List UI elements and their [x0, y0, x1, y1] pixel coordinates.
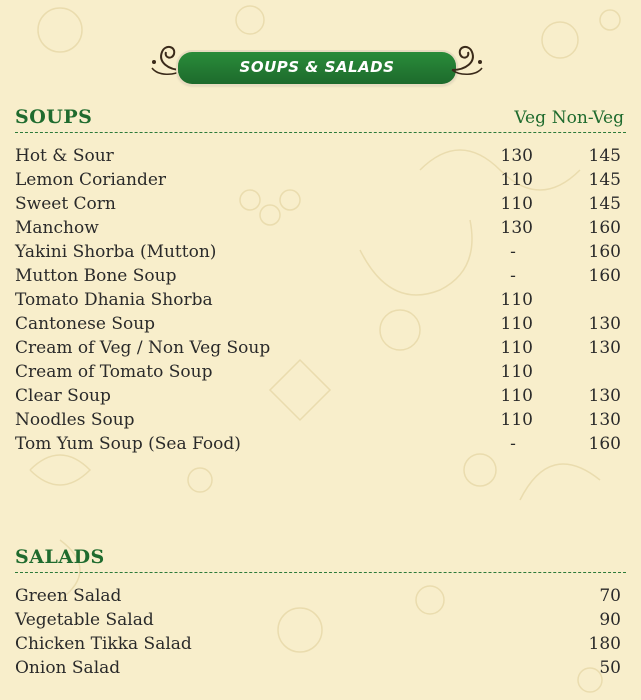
menu-row: [15, 408, 621, 432]
menu-row: [15, 384, 621, 408]
nonveg-price: 160: [588, 434, 621, 454]
menu-row: [15, 288, 621, 312]
nonveg-price: 130: [588, 410, 621, 430]
item-name: Cantonese Soup: [15, 314, 156, 334]
item-name: Tom Yum Soup (Sea Food): [15, 434, 241, 454]
veg-price: 110: [500, 386, 533, 406]
veg-price: -: [510, 434, 516, 454]
nonveg-price: 130: [588, 314, 621, 334]
veg-column-header: Veg: [514, 108, 546, 128]
veg-price: 110: [500, 290, 533, 310]
veg-price: 110: [500, 338, 533, 358]
menu-row: [15, 336, 621, 360]
menu-row: [15, 264, 621, 288]
veg-price: 130: [500, 218, 533, 238]
nonveg-price: 145: [588, 194, 621, 214]
veg-price: 110: [500, 170, 533, 190]
flourish-right-icon: [450, 40, 486, 80]
page-title: SOUPS & SALADS: [239, 58, 395, 76]
item-name: Chicken Tikka Salad: [15, 634, 192, 654]
menu-row: [15, 216, 621, 240]
menu-row: [15, 608, 621, 632]
nonveg-price: 130: [588, 386, 621, 406]
item-name: Onion Salad: [15, 658, 121, 678]
veg-price: -: [510, 242, 516, 262]
item-name: Cream of Veg / Non Veg Soup: [15, 338, 271, 358]
menu-row: [15, 584, 621, 608]
item-name: Manchow: [15, 218, 99, 238]
item-name: Cream of Tomato Soup: [15, 362, 213, 382]
menu-row: [15, 360, 621, 384]
salads-header: [15, 546, 626, 573]
menu-row: [15, 656, 621, 680]
nonveg-price: 130: [588, 338, 621, 358]
item-name: Sweet Corn: [15, 194, 116, 214]
item-name: Lemon Coriander: [15, 170, 167, 190]
item-name: Yakini Shorba (Mutton): [15, 242, 217, 262]
veg-price: 110: [500, 194, 533, 214]
item-name: Clear Soup: [15, 386, 111, 406]
menu-row: [15, 312, 621, 336]
item-name: Noodles Soup: [15, 410, 135, 430]
menu-row: [15, 432, 621, 456]
nonveg-price: 145: [588, 146, 621, 166]
soups-header: [15, 106, 626, 133]
nonveg-price: 160: [588, 242, 621, 262]
veg-price: 130: [500, 146, 533, 166]
salads-list: [15, 584, 621, 680]
nonveg-price: 145: [588, 170, 621, 190]
item-name: Tomato Dhania Shorba: [15, 290, 213, 310]
veg-price: -: [510, 266, 516, 286]
soups-heading: SOUPS: [15, 106, 93, 128]
item-name: Green Salad: [15, 586, 122, 606]
soups-list: [15, 144, 621, 456]
item-price: 90: [599, 610, 621, 630]
veg-price: 110: [500, 314, 533, 334]
item-price: 50: [599, 658, 621, 678]
nonveg-price: 160: [588, 218, 621, 238]
menu-row: [15, 632, 621, 656]
banner-pill: [178, 52, 456, 84]
item-name: Mutton Bone Soup: [15, 266, 177, 286]
menu-row: [15, 144, 621, 168]
section-banner: [148, 40, 486, 88]
item-price: 70: [599, 586, 621, 606]
veg-price: 110: [500, 410, 533, 430]
salads-heading: SALADS: [15, 546, 105, 568]
item-name: Vegetable Salad: [15, 610, 154, 630]
menu-row: [15, 240, 621, 264]
item-name: Hot & Sour: [15, 146, 114, 166]
nonveg-price: 160: [588, 266, 621, 286]
menu-row: [15, 192, 621, 216]
nonveg-column-header: Non-Veg: [551, 108, 624, 128]
item-price: 180: [588, 634, 621, 654]
menu-row: [15, 168, 621, 192]
veg-price: 110: [500, 362, 533, 382]
